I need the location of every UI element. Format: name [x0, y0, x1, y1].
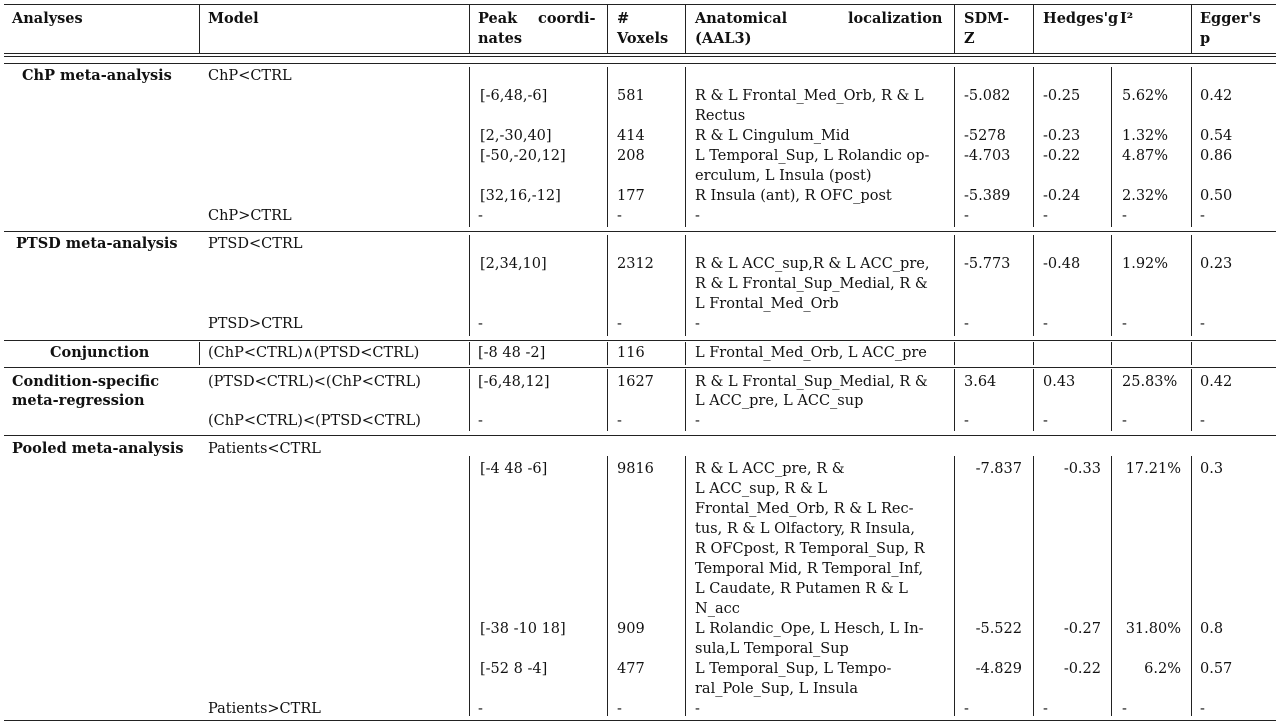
anat-cell: L ACC_sup, R & L [695, 481, 828, 497]
peak-cell: [2,-30,40] [480, 128, 552, 144]
peak-cell: [-50,-20,12] [480, 148, 566, 164]
col-rule [685, 342, 686, 365]
empty-cell: - [1043, 208, 1048, 224]
col-rule [199, 4, 200, 53]
sdmz-cell: -5.773 [964, 256, 1011, 272]
header-model: Model [208, 10, 259, 27]
peak-cell: [-4 48 -6] [480, 461, 548, 477]
header-voxels: # [617, 10, 630, 27]
empty-cell: - [695, 208, 700, 224]
col-rule [954, 456, 955, 716]
anat-cell: R & L ACC_sup,R & L ACC_pre, [695, 256, 930, 272]
section-rule-cond [4, 367, 1276, 368]
bottom-rule [4, 720, 1276, 721]
empty-cell: - [695, 701, 700, 717]
empty-cell: - [695, 413, 700, 429]
section-rule-conj [4, 340, 1276, 341]
col-rule [607, 4, 608, 53]
header-egger: p [1200, 30, 1211, 47]
header-i2: I² [1120, 10, 1134, 27]
sdmz-cell: -5.522 [975, 621, 1022, 637]
header-hedges: Hedges'g [1043, 10, 1119, 27]
anat-cell: Rectus [695, 108, 746, 124]
peak-cell: [-52 8 -4] [480, 661, 548, 677]
empty-cell: - [1200, 413, 1205, 429]
model-condition-1: (PTSD<CTRL)<(ChP<CTRL) [208, 374, 421, 390]
voxels-cell: 1627 [617, 374, 654, 390]
hedges-cell: -0.23 [1043, 128, 1081, 144]
anat-cell: L Caudate, R Putamen R & L [695, 581, 908, 597]
hedges-cell: -0.25 [1043, 88, 1081, 104]
header-rule [4, 53, 1276, 54]
col-rule [1033, 67, 1034, 227]
header-egger: Egger's [1200, 10, 1261, 27]
section-rule-chp [4, 63, 1276, 64]
empty-cell: - [964, 208, 969, 224]
hedges-cell: -0.22 [1063, 661, 1101, 677]
col-rule [685, 235, 686, 336]
hedges-cell: -0.33 [1063, 461, 1101, 477]
col-rule [1191, 67, 1192, 227]
col-rule [607, 235, 608, 336]
empty-cell: - [478, 208, 483, 224]
col-rule [1191, 456, 1192, 716]
header-anatomical: (AAL3) [695, 30, 752, 47]
col-rule [469, 369, 470, 431]
col-rule [469, 4, 470, 53]
header-sdmz: SDM- [964, 10, 1010, 27]
col-rule [1111, 342, 1112, 365]
col-rule [954, 369, 955, 431]
anat-cell: L Frontal_Med_Orb, L ACC_pre [695, 345, 927, 361]
header-analyses: Analyses [12, 10, 83, 27]
anat-cell: L Rolandic_Ope, L Hesch, L In- [695, 621, 924, 637]
col-rule [1111, 235, 1112, 336]
i2-cell: 17.21% [1125, 461, 1181, 477]
col-rule [685, 456, 686, 716]
voxels-cell: 414 [617, 128, 645, 144]
empty-cell: - [695, 316, 700, 332]
col-rule [607, 342, 608, 365]
section-label-condition: Condition-specific [12, 373, 160, 390]
i2-cell: 25.83% [1122, 374, 1178, 390]
empty-cell: - [964, 701, 969, 717]
empty-cell: - [617, 208, 622, 224]
sdmz-cell: -4.703 [964, 148, 1011, 164]
empty-cell: - [964, 316, 969, 332]
sdmz-cell: -4.829 [975, 661, 1022, 677]
egger-cell: 0.50 [1200, 188, 1233, 204]
col-rule [954, 4, 955, 53]
col-rule [469, 235, 470, 336]
anat-cell: R Insula (ant), R OFC_post [695, 188, 892, 204]
empty-cell: - [1043, 701, 1048, 717]
col-rule [954, 235, 955, 336]
col-rule [1191, 342, 1192, 365]
empty-cell: - [1043, 316, 1048, 332]
empty-cell: - [1200, 701, 1205, 717]
anat-cell: R & L ACC_pre, R & [695, 461, 845, 477]
anat-cell: N_acc [695, 601, 740, 617]
model-conjunction: (ChP<CTRL)∧(PTSD<CTRL) [208, 345, 420, 361]
col-rule [607, 369, 608, 431]
sdmz-cell: -5278 [964, 128, 1006, 144]
empty-cell: - [964, 413, 969, 429]
sdmz-cell: -5.389 [964, 188, 1011, 204]
empty-cell: - [1122, 316, 1127, 332]
section-rule-ptsd [4, 231, 1276, 232]
header-anatomical: localization [848, 10, 943, 27]
top-rule [4, 4, 1276, 5]
empty-cell: - [1122, 208, 1127, 224]
model-pooled-gt: Patients>CTRL [208, 701, 321, 717]
egger-cell: 0.54 [1200, 128, 1233, 144]
col-rule [607, 456, 608, 716]
col-rule [1033, 4, 1034, 53]
voxels-cell: 177 [617, 188, 645, 204]
empty-cell: - [478, 701, 483, 717]
col-rule [1191, 235, 1192, 336]
voxels-cell: 581 [617, 88, 645, 104]
peak-cell: [-8 48 -2] [478, 345, 546, 361]
empty-cell: - [1200, 316, 1205, 332]
hedges-cell: 0.43 [1043, 374, 1076, 390]
i2-cell: 2.32% [1122, 188, 1169, 204]
section-label-ptsd: PTSD meta-analysis [16, 235, 178, 252]
anat-cell: erculum, L Insula (post) [695, 168, 872, 184]
voxels-cell: 909 [617, 621, 645, 637]
section-rule-pooled [4, 435, 1276, 436]
voxels-cell: 9816 [617, 461, 654, 477]
anat-cell: R OFCpost, R Temporal_Sup, R [695, 541, 925, 557]
egger-cell: 0.57 [1200, 661, 1233, 677]
i2-cell: 1.92% [1122, 256, 1169, 272]
empty-cell: - [617, 316, 622, 332]
section-label-chp: ChP meta-analysis [22, 67, 172, 84]
col-rule [1033, 235, 1034, 336]
anat-cell: ral_Pole_Sup, L Insula [695, 681, 858, 697]
anat-cell: R & L Frontal_Med_Orb, R & L [695, 88, 924, 104]
empty-cell: - [1200, 208, 1205, 224]
sdmz-cell: 3.64 [964, 374, 997, 390]
col-rule [685, 67, 686, 227]
hedges-cell: -0.27 [1063, 621, 1101, 637]
anat-cell: L Temporal_Sup, L Rolandic op- [695, 148, 930, 164]
col-rule [469, 456, 470, 716]
anat-cell: L ACC_pre, L ACC_sup [695, 393, 864, 409]
empty-cell: - [478, 316, 483, 332]
voxels-cell: 208 [617, 148, 645, 164]
model-chp-lt: ChP<CTRL [208, 68, 292, 84]
header-voxels: Voxels [617, 30, 669, 47]
empty-cell: - [1043, 413, 1048, 429]
header-anatomical: Anatomical [695, 10, 788, 27]
egger-cell: 0.3 [1200, 461, 1224, 477]
col-rule [199, 342, 200, 365]
model-ptsd-gt: PTSD>CTRL [208, 316, 303, 332]
col-rule [1033, 456, 1034, 716]
model-ptsd-lt: PTSD<CTRL [208, 236, 303, 252]
voxels-cell: 477 [617, 661, 645, 677]
peak-cell: [32,16,-12] [480, 188, 561, 204]
anat-cell: sula,L Temporal_Sup [695, 641, 849, 657]
sdmz-cell: -5.082 [964, 88, 1011, 104]
anat-cell: R & L Frontal_Sup_Medial, R & [695, 374, 928, 390]
section-label-conjunction: Conjunction [50, 344, 150, 361]
col-rule [1111, 67, 1112, 227]
anat-cell: Frontal_Med_Orb, R & L Rec- [695, 501, 914, 517]
empty-cell: - [617, 701, 622, 717]
egger-cell: 0.23 [1200, 256, 1233, 272]
section-label-pooled: Pooled meta-analysis [12, 440, 184, 457]
i2-cell: 4.87% [1122, 148, 1169, 164]
egger-cell: 0.42 [1200, 374, 1233, 390]
empty-cell: - [617, 413, 622, 429]
anat-cell: L Frontal_Med_Orb [695, 296, 839, 312]
col-rule [1191, 4, 1192, 53]
col-rule [607, 67, 608, 227]
i2-cell: 1.32% [1122, 128, 1169, 144]
empty-cell: - [1122, 413, 1127, 429]
i2-cell: 31.80% [1125, 621, 1181, 637]
header-peak: coordi- [538, 10, 596, 27]
header-sdmz: Z [964, 30, 975, 47]
peak-cell: [-6,48,-6] [480, 88, 548, 104]
col-rule [954, 342, 955, 365]
model-pooled-lt: Patients<CTRL [208, 441, 321, 457]
peak-cell: [-38 -10 18] [480, 621, 566, 637]
sdmz-cell: -7.837 [975, 461, 1022, 477]
peak-cell: [-6,48,12] [478, 374, 550, 390]
empty-cell: - [478, 413, 483, 429]
col-rule [1111, 369, 1112, 431]
header-peak: Peak [478, 10, 518, 27]
egger-cell: 0.86 [1200, 148, 1233, 164]
section-label-condition: meta-regression [12, 392, 145, 409]
hedges-cell: -0.22 [1043, 148, 1081, 164]
i2-cell: 5.62% [1122, 88, 1169, 104]
col-rule [1191, 369, 1192, 431]
col-rule [1033, 369, 1034, 431]
col-rule [685, 4, 686, 53]
anat-cell: R & L Frontal_Sup_Medial, R & [695, 276, 928, 292]
header-peak: nates [478, 30, 523, 47]
col-rule [685, 369, 686, 431]
model-condition-2: (ChP<CTRL)<(PTSD<CTRL) [208, 413, 421, 429]
hedges-cell: -0.24 [1043, 188, 1081, 204]
col-rule [469, 67, 470, 227]
empty-cell: - [1122, 701, 1127, 717]
anat-cell: Temporal Mid, R Temporal_Inf, [695, 561, 924, 577]
i2-cell: 6.2% [1144, 661, 1181, 677]
anat-cell: R & L Cingulum_Mid [695, 128, 850, 144]
voxels-cell: 116 [617, 345, 645, 361]
header-rule-2 [4, 56, 1276, 57]
col-rule [954, 67, 955, 227]
hedges-cell: -0.48 [1043, 256, 1081, 272]
anat-cell: L Temporal_Sup, L Tempo- [695, 661, 892, 677]
anat-cell: tus, R & L Olfactory, R Insula, [695, 521, 915, 537]
egger-cell: 0.42 [1200, 88, 1233, 104]
col-rule [469, 342, 470, 365]
model-chp-gt: ChP>CTRL [208, 208, 292, 224]
col-rule [1033, 342, 1034, 365]
peak-cell: [2,34,10] [480, 256, 547, 272]
voxels-cell: 2312 [617, 256, 654, 272]
col-rule [1111, 456, 1112, 716]
egger-cell: 0.8 [1200, 621, 1224, 637]
